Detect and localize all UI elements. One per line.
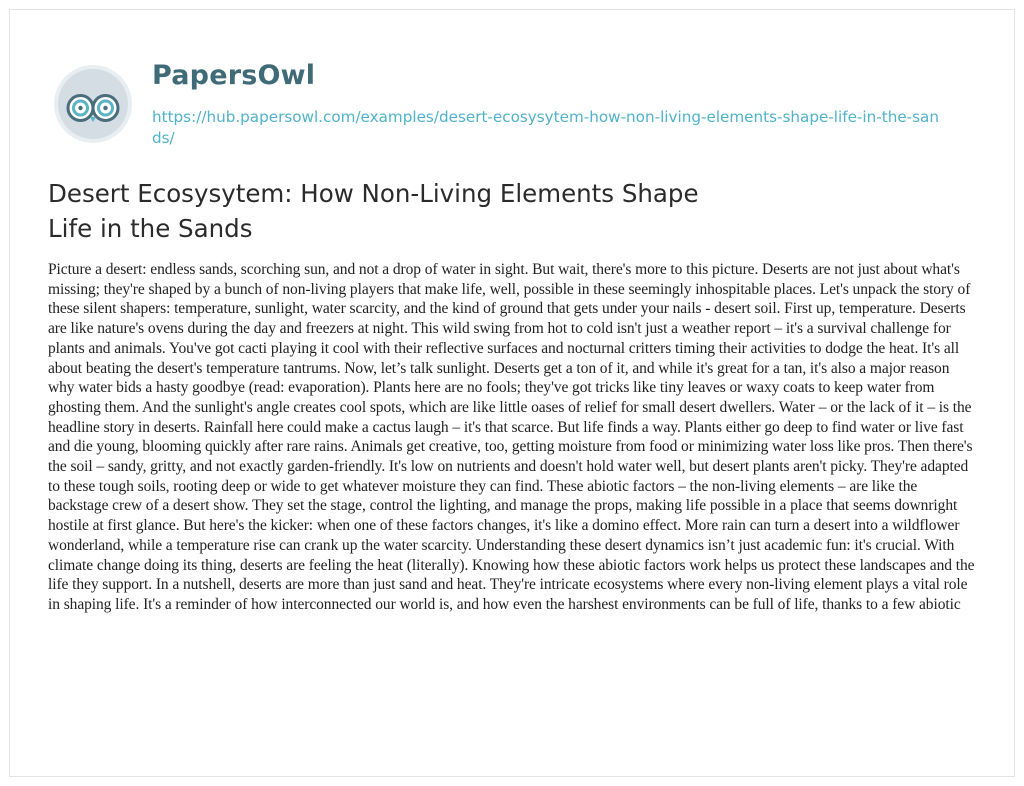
source-url-link[interactable]: https://hub.papersowl.com/examples/desert-ecosysytem-how-non-living-elements-shape-life-in-the-sands/ bbox=[152, 108, 939, 147]
owl-eyes-logo-icon bbox=[52, 63, 134, 145]
brand-name: PapersOwl bbox=[152, 60, 316, 91]
document-title: Desert Ecosysytem: How Non-Living Elements Shape Life in the Sands bbox=[48, 179, 699, 243]
document-body: Picture a desert: endless sands, scorching sun, and not a drop of water in sight. But wait, there's more to this picture. Deserts are not just about what's missing; they're shaped by a bunch of non-living players that make life, well, possible in these seemingly inhospitable places. Let's unpack the story of these silent shapers: temperature, sunlight, water scarcity, and the kind of ground that gets under your nails - desert soil. First up, temperature. Deserts are like nature's ovens during the day and freezers at night. This wild swing from hot to cold isn't just a weather report – it's a survival challenge for plants and animals. You've got cacti playing it cool with their reflective surfaces and nocturnal critters timing their activities to dodge the heat. It's all about beating the desert's temperature tantrums. Now, let’s talk sunlight. Deserts get a ton of it, and while it's great for a tan, it's also a major reason why water bids a hasty goodbye (read: evaporation). Plants here are no fools; they've got tricks like tiny leaves or waxy coats to keep water from ghosting them. And the sunlight's angle creates cool spots, which are like little oases of relief for small desert dwellers. Water – or the lack of it – is the headline story in deserts. Rainfall here could make a cactus laugh – it's that scarce. But life finds a way. Plants either go deep to find water or live fast and die young, blooming quickly after rare rains. Animals get creative, too, getting moisture from food or minimizing water loss like pros. Then there's the soil – sandy, gritty, and not exactly garden-friendly. It's low on nutrients and doesn't hold water well, but desert plants aren't picky. They're adapted to these tough soils, rooting deep or wide to get whatever moisture they can find. These abiotic factors – the non-living elements – are like the backstage crew of a desert show. They set the stage, control the lighting, and manage the props, making life possible in a place that seems downright hostile at first glance. But here's the kicker: when one of these factors changes, it's like a domino effect. More rain can turn a desert into a wildflower wonderland, while a temperature rise can crank up the water scarcity. Understanding these desert dynamics isn’t just academic fun: it's crucial. With climate change doing its thing, deserts are feeling the heat (literally). Knowing how these abiotic factors work helps us protect these landscapes and the life they support. In a nutshell, deserts are more than just sand and heat. They're intricate ecosystems where every non-living element plays a vital role in shaping life. It's a reminder of how interconnected our world is, and how even the harshest environments can be full of life, thanks to a few abiotic bbox=[48, 261, 975, 613]
